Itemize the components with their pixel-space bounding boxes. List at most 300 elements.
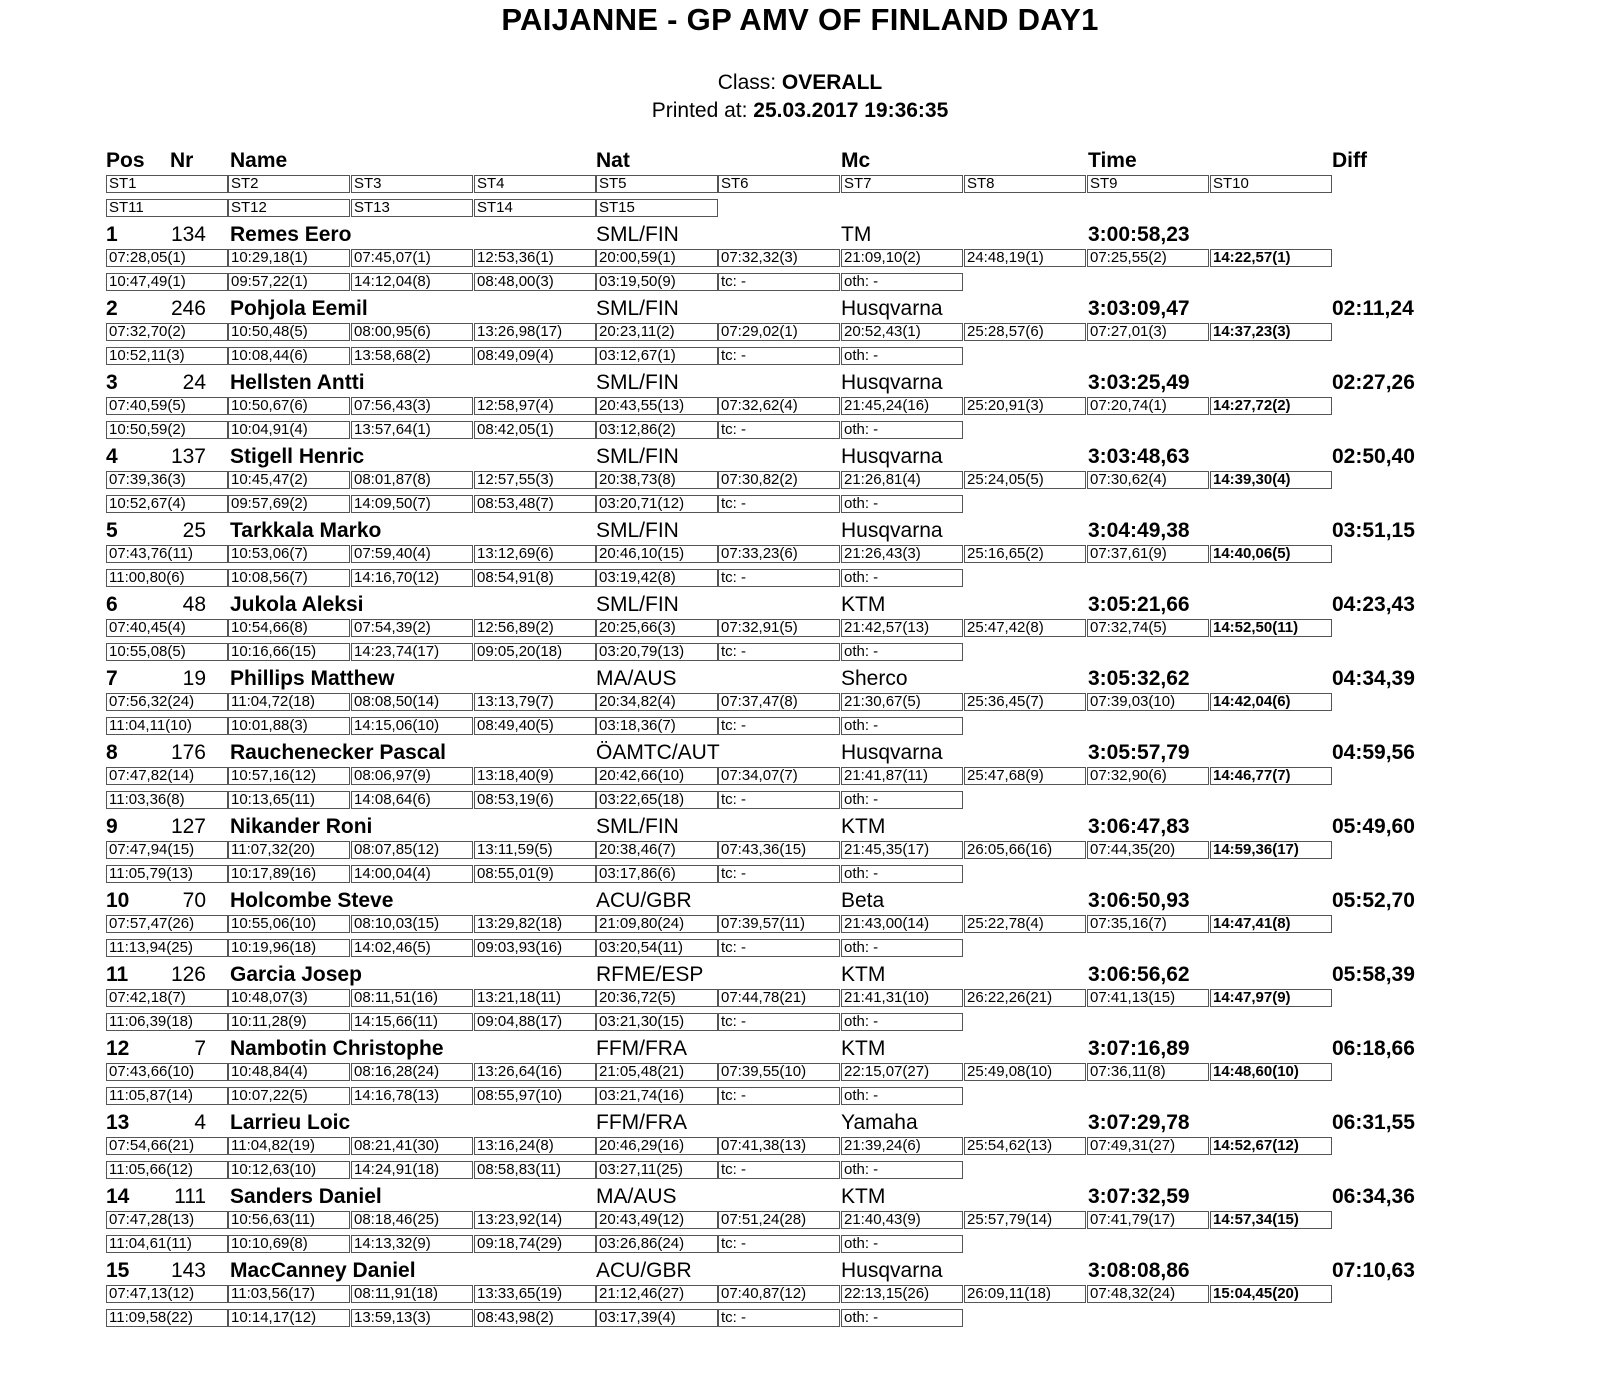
- stage-time-cell: 25:57,79(14): [964, 1211, 1086, 1229]
- stage-time-cell: 14:22,57(1): [1210, 249, 1332, 267]
- stage-time-cell: 14:23,74(17): [351, 643, 473, 661]
- rider-entry: [106, 592, 1446, 666]
- stage-time-cell: 10:12,63(10): [228, 1161, 350, 1179]
- rider-mc: Husqvarna: [841, 445, 943, 468]
- stage-time-cell: 08:01,87(8): [351, 471, 473, 489]
- rider-name: Hellsten Antti: [230, 371, 365, 394]
- rider-entry: [106, 1110, 1446, 1184]
- rider-time: 3:05:57,79: [1088, 741, 1190, 764]
- stage-time-cell: 03:17,86(6): [596, 865, 718, 883]
- stage-times-row: [106, 914, 1446, 938]
- rider-time: 3:06:50,93: [1088, 889, 1190, 912]
- rider-number: 111: [174, 1185, 206, 1208]
- stage-time-cell: 07:30,82(2): [718, 471, 840, 489]
- stage-times-row: [106, 1136, 1446, 1160]
- stage-header-cell: ST7: [841, 175, 963, 193]
- rider-time: 3:05:32,62: [1088, 667, 1190, 690]
- stage-time-cell: 09:18,74(29): [474, 1235, 596, 1253]
- rider-diff: 06:18,66: [1332, 1037, 1415, 1060]
- stage-time-cell: 09:05,20(18): [474, 643, 596, 661]
- rider-diff: 03:51,15: [1332, 519, 1415, 542]
- class-line: [0, 71, 1600, 95]
- stage-time-cell: 20:00,59(1): [596, 249, 718, 267]
- rider-row: [106, 888, 1446, 914]
- stage-time-cell: 07:43,66(10): [106, 1063, 228, 1081]
- stage-time-cell: 07:30,62(4): [1087, 471, 1209, 489]
- stage-time-cell: 09:04,88(17): [474, 1013, 596, 1031]
- stage-time-cell: 09:57,69(2): [228, 495, 350, 513]
- stage-time-cell: 25:47,42(8): [964, 619, 1086, 637]
- printed-value: 25.03.2017 19:36:35: [753, 99, 949, 122]
- stage-time-cell: 07:32,32(3): [718, 249, 840, 267]
- stage-time-cell: 07:47,94(15): [106, 841, 228, 859]
- rider-row: [106, 666, 1446, 692]
- stage-time-cell: tc: -: [718, 421, 840, 439]
- stage-time-cell: 22:13,15(26): [841, 1285, 963, 1303]
- stage-header-cell: ST10: [1210, 175, 1332, 193]
- stage-time-cell: oth: -: [841, 495, 963, 513]
- stage-time-cell: tc: -: [718, 495, 840, 513]
- page-title: PAIJANNE - GP AMV OF FINLAND DAY1: [501, 2, 1099, 37]
- rider-name: Garcia Josep: [230, 963, 362, 986]
- stage-header-cell: ST14: [474, 199, 596, 217]
- rider-entry: [106, 740, 1446, 814]
- stage-time-cell: 13:58,68(2): [351, 347, 473, 365]
- stage-time-cell: 08:10,03(15): [351, 915, 473, 933]
- rider-diff: 04:23,43: [1332, 593, 1415, 616]
- stage-time-cell: 08:18,46(25): [351, 1211, 473, 1229]
- rider-entry: [106, 888, 1446, 962]
- stage-time-cell: 08:11,91(18): [351, 1285, 473, 1303]
- stage-time-cell: 11:04,72(18): [228, 693, 350, 711]
- rider-pos: 3: [106, 371, 118, 394]
- stage-time-cell: 25:36,45(7): [964, 693, 1086, 711]
- printed-label: Printed at:: [651, 99, 754, 122]
- stage-time-cell: 20:46,29(16): [596, 1137, 718, 1155]
- stage-times-row: [106, 544, 1446, 568]
- stage-times-row: [106, 642, 1446, 666]
- stage-times-row: [106, 1210, 1446, 1234]
- rider-number: 24: [182, 371, 206, 394]
- rider-row: [106, 1184, 1446, 1210]
- stage-header-cell: ST8: [964, 175, 1086, 193]
- stage-time-cell: 21:30,67(5): [841, 693, 963, 711]
- rider-diff: 05:58,39: [1332, 963, 1415, 986]
- stage-time-cell: 03:12,67(1): [596, 347, 718, 365]
- stage-time-cell: 07:44,78(21): [718, 989, 840, 1007]
- stage-time-cell: 25:49,08(10): [964, 1063, 1086, 1081]
- stage-time-cell: 11:05,79(13): [106, 865, 228, 883]
- rider-time: 3:07:29,78: [1088, 1111, 1190, 1134]
- stage-times-row: [106, 1234, 1446, 1258]
- stage-time-cell: 14:16,78(13): [351, 1087, 473, 1105]
- stage-header-cell: ST5: [596, 175, 718, 193]
- stage-time-cell: 14:00,04(4): [351, 865, 473, 883]
- stage-time-cell: 25:54,62(13): [964, 1137, 1086, 1155]
- rider-row: [106, 1110, 1446, 1136]
- stage-time-cell: oth: -: [841, 273, 963, 291]
- rider-mc: KTM: [841, 963, 886, 986]
- rider-mc: KTM: [841, 815, 886, 838]
- rider-name: Nambotin Christophe: [230, 1037, 444, 1060]
- stage-time-cell: 21:43,00(14): [841, 915, 963, 933]
- stage-header-cell: ST4: [474, 175, 596, 193]
- rider-mc: Husqvarna: [841, 1259, 943, 1282]
- stage-time-cell: 26:22,26(21): [964, 989, 1086, 1007]
- stage-time-cell: 09:57,22(1): [228, 273, 350, 291]
- stage-time-cell: 13:33,65(19): [474, 1285, 596, 1303]
- stage-time-cell: 10:52,67(4): [106, 495, 228, 513]
- rider-entry: [106, 962, 1446, 1036]
- stage-time-cell: 10:50,67(6): [228, 397, 350, 415]
- stage-time-cell: 12:56,89(2): [474, 619, 596, 637]
- stage-time-cell: 10:10,69(8): [228, 1235, 350, 1253]
- rider-time: 3:05:21,66: [1088, 593, 1190, 616]
- stage-time-cell: 20:43,49(12): [596, 1211, 718, 1229]
- stage-header-cell: ST13: [351, 199, 473, 217]
- stage-time-cell: 07:27,01(3): [1087, 323, 1209, 341]
- stage-time-cell: tc: -: [718, 273, 840, 291]
- stage-time-cell: 03:20,71(12): [596, 495, 718, 513]
- rider-pos: 9: [106, 815, 118, 838]
- rider-pos: 12: [106, 1037, 130, 1060]
- stage-time-cell: 07:41,79(17): [1087, 1211, 1209, 1229]
- rider-time: 3:06:56,62: [1088, 963, 1190, 986]
- stage-time-cell: 08:21,41(30): [351, 1137, 473, 1155]
- rider-mc: Beta: [841, 889, 885, 912]
- stage-time-cell: 20:43,55(13): [596, 397, 718, 415]
- rider-list: [106, 222, 1446, 1332]
- rider-pos: 7: [106, 667, 118, 690]
- rider-name: Rauchenecker Pascal: [230, 741, 446, 764]
- stage-time-cell: 14:16,70(12): [351, 569, 473, 587]
- header-time: Time: [1088, 149, 1137, 172]
- stage-time-cell: 10:57,16(12): [228, 767, 350, 785]
- rider-row: [106, 370, 1446, 396]
- stage-time-cell: 20:38,46(7): [596, 841, 718, 859]
- stage-time-cell: 21:09,80(24): [596, 915, 718, 933]
- rider-number: 176: [170, 741, 206, 764]
- stage-time-cell: oth: -: [841, 1309, 963, 1327]
- stage-header-cell: ST3: [351, 175, 473, 193]
- stage-time-cell: 10:54,66(8): [228, 619, 350, 637]
- stage-time-cell: 13:29,82(18): [474, 915, 596, 933]
- stage-time-cell: 07:39,57(11): [718, 915, 840, 933]
- rider-diff: 07:10,63: [1332, 1259, 1415, 1282]
- rider-entry: [106, 296, 1446, 370]
- stage-time-cell: 20:42,66(10): [596, 767, 718, 785]
- stage-time-cell: 11:07,32(20): [228, 841, 350, 859]
- stage-time-cell: 10:52,11(3): [106, 347, 228, 365]
- rider-time: 3:03:09,47: [1088, 297, 1190, 320]
- stage-time-cell: 03:17,39(4): [596, 1309, 718, 1327]
- stage-header-cell: ST1: [106, 175, 228, 193]
- stage-time-cell: 03:18,36(7): [596, 717, 718, 735]
- stage-time-cell: 21:09,10(2): [841, 249, 963, 267]
- rider-row: [106, 814, 1446, 840]
- rider-nat: ACU/GBR: [596, 889, 692, 912]
- stage-times-row: [106, 840, 1446, 864]
- stage-time-cell: 08:16,28(24): [351, 1063, 473, 1081]
- stage-time-cell: 07:33,23(6): [718, 545, 840, 563]
- stage-time-cell: 10:56,63(11): [228, 1211, 350, 1229]
- stage-time-cell: 03:27,11(25): [596, 1161, 718, 1179]
- stage-time-cell: 10:48,07(3): [228, 989, 350, 1007]
- stage-time-cell: 07:20,74(1): [1087, 397, 1209, 415]
- rider-entry: [106, 666, 1446, 740]
- stage-time-cell: oth: -: [841, 1161, 963, 1179]
- stage-time-cell: 03:19,42(8): [596, 569, 718, 587]
- rider-number: 127: [170, 815, 206, 838]
- stage-time-cell: 21:26,43(3): [841, 545, 963, 563]
- rider-nat: SML/FIN: [596, 593, 679, 616]
- stage-time-cell: 11:05,87(14): [106, 1087, 228, 1105]
- rider-mc: KTM: [841, 593, 886, 616]
- printed-line: [0, 99, 1600, 123]
- stage-time-cell: 08:55,97(10): [474, 1087, 596, 1105]
- stage-times-row: [106, 1284, 1446, 1308]
- stage-time-cell: 14:37,23(3): [1210, 323, 1332, 341]
- rider-diff: 05:52,70: [1332, 889, 1415, 912]
- stage-times-row: [106, 494, 1446, 518]
- stage-time-cell: 12:58,97(4): [474, 397, 596, 415]
- rider-number: 19: [182, 667, 206, 690]
- rider-time: 3:07:32,59: [1088, 1185, 1190, 1208]
- stage-time-cell: oth: -: [841, 421, 963, 439]
- rider-nat: SML/FIN: [596, 223, 679, 246]
- rider-diff: 02:27,26: [1332, 371, 1415, 394]
- rider-nat: SML/FIN: [596, 519, 679, 542]
- rider-nat: SML/FIN: [596, 815, 679, 838]
- stage-time-cell: 07:32,91(5): [718, 619, 840, 637]
- rider-entry: [106, 518, 1446, 592]
- stage-time-cell: 07:45,07(1): [351, 249, 473, 267]
- rider-row: [106, 444, 1446, 470]
- stage-times-row: [106, 420, 1446, 444]
- stage-time-cell: 03:22,65(18): [596, 791, 718, 809]
- stage-time-cell: 07:48,32(24): [1087, 1285, 1209, 1303]
- class-label: Class:: [717, 71, 782, 94]
- stage-time-cell: 09:03,93(16): [474, 939, 596, 957]
- stage-time-cell: 14:47,41(8): [1210, 915, 1332, 933]
- rider-mc: Husqvarna: [841, 519, 943, 542]
- stage-time-cell: 10:14,17(12): [228, 1309, 350, 1327]
- rider-name: Tarkkala Marko: [230, 519, 382, 542]
- stage-time-cell: 25:47,68(9): [964, 767, 1086, 785]
- stage-time-cell: tc: -: [718, 939, 840, 957]
- stage-time-cell: 10:08,56(7): [228, 569, 350, 587]
- rider-diff: 02:50,40: [1332, 445, 1415, 468]
- stage-times-row: [106, 1012, 1446, 1036]
- stage-time-cell: 07:25,55(2): [1087, 249, 1209, 267]
- rider-number: 246: [170, 297, 206, 320]
- stage-time-cell: 26:09,11(18): [964, 1285, 1086, 1303]
- stage-time-cell: 07:39,55(10): [718, 1063, 840, 1081]
- stage-time-cell: tc: -: [718, 1235, 840, 1253]
- rider-number: 137: [170, 445, 206, 468]
- rider-diff: 05:49,60: [1332, 815, 1415, 838]
- stage-time-cell: tc: -: [718, 865, 840, 883]
- stage-time-cell: 10:48,84(4): [228, 1063, 350, 1081]
- stage-time-cell: 03:21,30(15): [596, 1013, 718, 1031]
- stage-time-cell: 03:12,86(2): [596, 421, 718, 439]
- rider-pos: 11: [106, 963, 129, 986]
- stage-header-cell: ST11: [106, 199, 228, 217]
- stage-time-cell: tc: -: [718, 347, 840, 365]
- rider-entry: [106, 444, 1446, 518]
- stage-time-cell: 07:32,74(5): [1087, 619, 1209, 637]
- stage-time-cell: 20:46,10(15): [596, 545, 718, 563]
- stage-time-cell: 22:15,07(27): [841, 1063, 963, 1081]
- stage-times-row: [106, 1160, 1446, 1184]
- stage-time-cell: 11:05,66(12): [106, 1161, 228, 1179]
- rider-pos: 5: [106, 519, 118, 542]
- stage-time-cell: oth: -: [841, 717, 963, 735]
- rider-entry: [106, 1036, 1446, 1110]
- stage-time-cell: 08:53,19(6): [474, 791, 596, 809]
- stage-times-row: [106, 1308, 1446, 1332]
- rider-pos: 6: [106, 593, 118, 616]
- stage-time-cell: 21:40,43(9): [841, 1211, 963, 1229]
- rider-diff: 04:59,56: [1332, 741, 1415, 764]
- stage-time-cell: 10:17,89(16): [228, 865, 350, 883]
- stage-times-row: [106, 568, 1446, 592]
- rider-pos: 13: [106, 1111, 130, 1134]
- rider-diff: 04:34,39: [1332, 667, 1415, 690]
- stage-time-cell: 11:04,61(11): [106, 1235, 228, 1253]
- stage-time-cell: 14:13,32(9): [351, 1235, 473, 1253]
- stage-time-cell: 07:51,24(28): [718, 1211, 840, 1229]
- stage-time-cell: 11:09,58(22): [106, 1309, 228, 1327]
- stage-times-row: [106, 272, 1446, 296]
- stage-time-cell: 14:42,04(6): [1210, 693, 1332, 711]
- rider-entry: [106, 1184, 1446, 1258]
- stage-time-cell: 10:16,66(15): [228, 643, 350, 661]
- stage-time-cell: 07:34,07(7): [718, 767, 840, 785]
- stage-times-row: [106, 716, 1446, 740]
- stage-time-cell: 13:26,64(16): [474, 1063, 596, 1081]
- rider-name: Stigell Henric: [230, 445, 365, 468]
- stage-time-cell: 08:08,50(14): [351, 693, 473, 711]
- rider-time: 3:04:49,38: [1088, 519, 1190, 542]
- stage-time-cell: 10:19,96(18): [228, 939, 350, 957]
- stage-time-cell: 21:39,24(6): [841, 1137, 963, 1155]
- rider-pos: 10: [106, 889, 130, 912]
- stage-time-cell: oth: -: [841, 1013, 963, 1031]
- stage-times-row: [106, 864, 1446, 888]
- stage-times-row: [106, 1062, 1446, 1086]
- stage-time-cell: 13:26,98(17): [474, 323, 596, 341]
- header-diff: Diff: [1332, 149, 1367, 172]
- stage-time-cell: 14:57,34(15): [1210, 1211, 1332, 1229]
- stage-times-row: [106, 618, 1446, 642]
- rider-nat: SML/FIN: [596, 445, 679, 468]
- rider-mc: Husqvarna: [841, 741, 943, 764]
- stage-time-cell: 14:39,30(4): [1210, 471, 1332, 489]
- rider-entry: [106, 222, 1446, 296]
- stage-time-cell: 07:37,47(8): [718, 693, 840, 711]
- rider-name: Remes Eero: [230, 223, 352, 246]
- stage-time-cell: oth: -: [841, 569, 963, 587]
- rider-row: [106, 592, 1446, 618]
- rider-row: [106, 222, 1446, 248]
- rider-name: Sanders Daniel: [230, 1185, 382, 1208]
- rider-nat: FFM/FRA: [596, 1037, 687, 1060]
- rider-row: [106, 518, 1446, 544]
- stage-time-cell: 07:37,61(9): [1087, 545, 1209, 563]
- rider-time: 3:03:25,49: [1088, 371, 1190, 394]
- stage-time-cell: 14:15,06(10): [351, 717, 473, 735]
- stage-time-cell: 07:43,76(11): [106, 545, 228, 563]
- class-value: OVERALL: [781, 71, 883, 94]
- stage-time-cell: 25:24,05(5): [964, 471, 1086, 489]
- stage-time-cell: 07:44,35(20): [1087, 841, 1209, 859]
- stage-time-cell: 14:08,64(6): [351, 791, 473, 809]
- stage-time-cell: 24:48,19(1): [964, 249, 1086, 267]
- stage-time-cell: 08:11,51(16): [351, 989, 473, 1007]
- stage-header-cell: ST15: [596, 199, 718, 217]
- stage-time-cell: 07:47,13(12): [106, 1285, 228, 1303]
- rider-diff: 06:34,36: [1332, 1185, 1415, 1208]
- stage-time-cell: 03:26,86(24): [596, 1235, 718, 1253]
- rider-number: 126: [170, 963, 206, 986]
- stage-times-row: [106, 938, 1446, 962]
- stage-time-cell: 21:41,31(10): [841, 989, 963, 1007]
- rider-time: 3:06:47,83: [1088, 815, 1190, 838]
- stage-header-cell: ST9: [1087, 175, 1209, 193]
- stage-time-cell: 08:48,00(3): [474, 273, 596, 291]
- rider-pos: 14: [106, 1185, 130, 1208]
- rider-mc: KTM: [841, 1185, 886, 1208]
- stage-time-cell: 07:32,62(4): [718, 397, 840, 415]
- stage-time-cell: 10:13,65(11): [228, 791, 350, 809]
- stage-time-cell: 10:47,49(1): [106, 273, 228, 291]
- stage-time-cell: 10:45,47(2): [228, 471, 350, 489]
- stage-time-cell: tc: -: [718, 791, 840, 809]
- stage-header-block: [106, 174, 1446, 222]
- stage-time-cell: 10:50,48(5): [228, 323, 350, 341]
- stage-time-cell: 08:58,83(11): [474, 1161, 596, 1179]
- stage-time-cell: 07:47,28(13): [106, 1211, 228, 1229]
- stage-time-cell: 08:07,85(12): [351, 841, 473, 859]
- rider-nat: MA/AUS: [596, 667, 677, 690]
- stage-time-cell: 14:27,72(2): [1210, 397, 1332, 415]
- stage-time-cell: 11:00,80(6): [106, 569, 228, 587]
- rider-diff: 02:11,24: [1332, 297, 1414, 320]
- stage-time-cell: 20:23,11(2): [596, 323, 718, 341]
- stage-time-cell: 25:16,65(2): [964, 545, 1086, 563]
- stage-times-row: [106, 766, 1446, 790]
- header-mc: Mc: [841, 149, 871, 172]
- stage-time-cell: 21:45,24(16): [841, 397, 963, 415]
- stage-time-cell: 03:20,54(11): [596, 939, 718, 957]
- stage-time-cell: tc: -: [718, 1309, 840, 1327]
- stage-time-cell: 07:35,16(7): [1087, 915, 1209, 933]
- stage-times-row: [106, 790, 1446, 814]
- stage-time-cell: 13:21,18(11): [474, 989, 596, 1007]
- stage-time-cell: 07:28,05(1): [106, 249, 228, 267]
- stage-header-cell: ST6: [718, 175, 840, 193]
- header-nr: Nr: [170, 149, 194, 172]
- stage-time-cell: 11:04,82(19): [228, 1137, 350, 1155]
- rider-mc: Yamaha: [841, 1111, 918, 1134]
- stage-time-cell: tc: -: [718, 717, 840, 735]
- rider-diff: 06:31,55: [1332, 1111, 1415, 1134]
- stage-time-cell: 21:42,57(13): [841, 619, 963, 637]
- stage-time-cell: 20:36,72(5): [596, 989, 718, 1007]
- rider-entry: [106, 814, 1446, 888]
- stage-time-cell: 21:45,35(17): [841, 841, 963, 859]
